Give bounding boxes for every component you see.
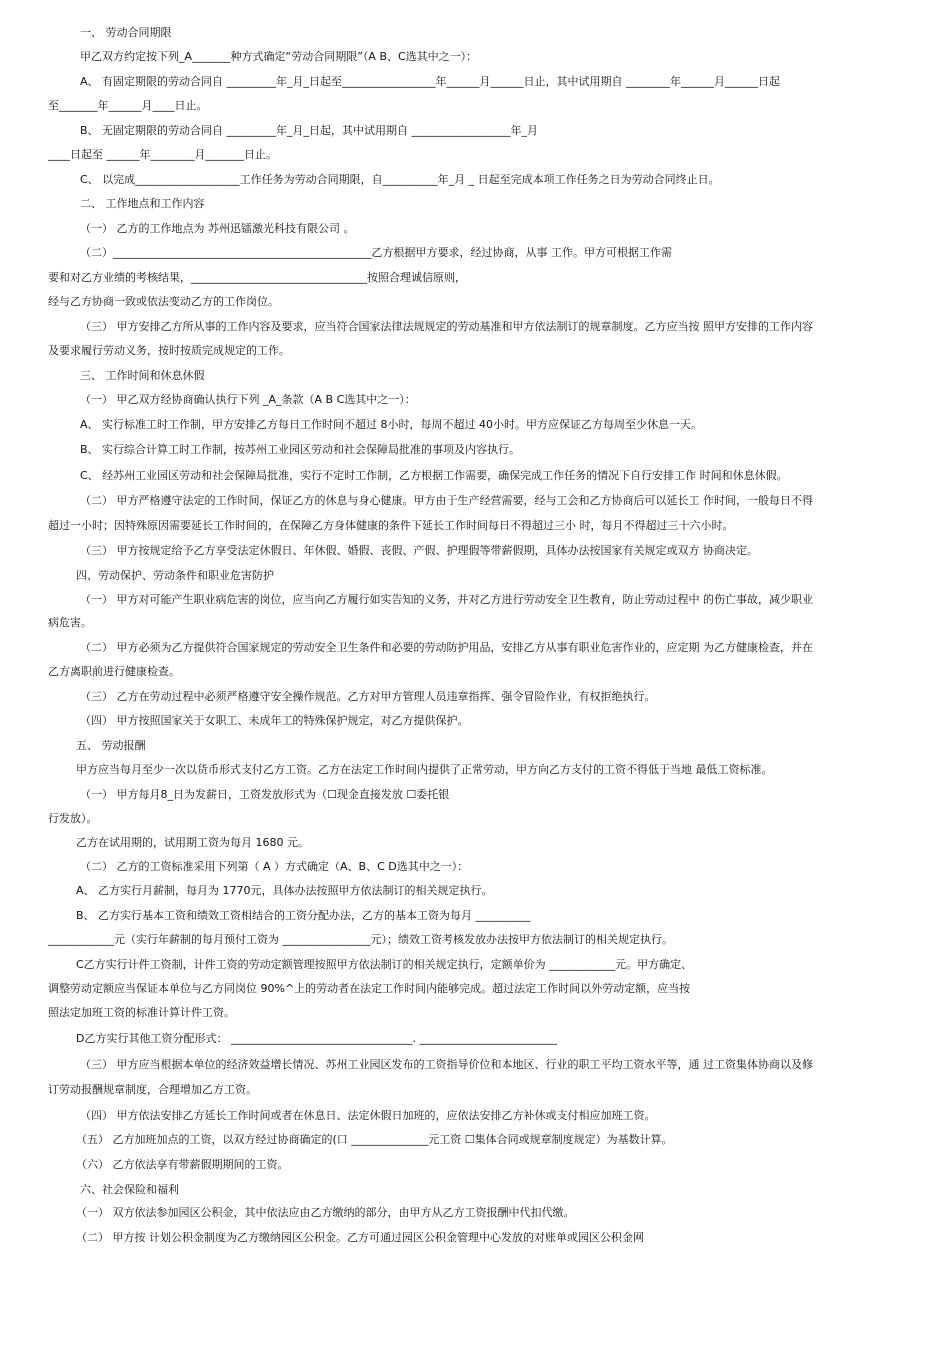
- text-line: 及要求履行劳动义务，按时按质完成规定的工作。: [48, 344, 290, 357]
- section-heading: 六、社会保险和福利: [80, 1183, 179, 1196]
- text-line: ____日起至 ______年________月_______日止。: [48, 148, 277, 161]
- text-line: （五） 乙方加班加点的工资，以双方经过协商确定的(口 ______________元工资 ☐集体合同或规章制度规定）为基数计算。: [76, 1133, 673, 1146]
- text-line: C乙方实行计件工资制，计件工资的劳动定额管理按照甲方依法制订的相关规定执行，定额单价为 ____________元。甲方确定、: [76, 958, 693, 971]
- text-line: （一） 甲方每月8_日为发薪日，工资发放形式为（☐现金直接发放 ☐委托银: [80, 788, 450, 801]
- text-line: （二） 乙方的工资标准采用下列第（ A ）方式确定（A、B、C D选其中之一）：: [80, 860, 469, 873]
- text-line: 病危害。: [48, 616, 92, 629]
- text-line: （一） 甲方对可能产生职业病危害的岗位，应当向乙方履行如实告知的义务，并对乙方进行劳动安全卫生教育，防止劳动过程中 的伤亡事故，减少职业: [80, 593, 813, 606]
- text-line: （一） 乙方的工作地点为 苏州迅镭激光科技有限公司 。: [80, 222, 355, 235]
- text-line: 订劳动报酬规章制度，合理增加乙方工资。: [48, 1083, 257, 1096]
- text-line: （二） 甲方按 计划公积金制度为乙方缴纳园区公积金。乙方可通过园区公积金管理中心发放的对账单或园区公积金网: [76, 1231, 644, 1244]
- text-line: A、 有固定期限的劳动合同自 _________年_月_日起至_________________年______月______日止，其中试用期自 ________年______月______日起: [80, 75, 781, 88]
- section-heading: 三、 工作时间和休息休假: [80, 369, 205, 382]
- text-line: B、 乙方实行基本工资和绩效工资相结合的工资分配办法，乙方的基本工资为每月 __________: [76, 909, 531, 922]
- text-line: （一） 双方依法参加园区公积金，其中依法应由乙方缴纳的部分，由甲方从乙方工资报酬中代扣代缴。: [76, 1206, 575, 1219]
- text-line: 甲方应当每月至少一次以货币形式支付乙方工资。乙方在法定工作时间内提供了正常劳动，甲方向乙方支付的工资不得低于当地 最低工资标准。: [76, 763, 773, 776]
- text-line: 乙方在试用期的，试用期工资为每月 1680 元。: [76, 836, 309, 849]
- text-line: （四） 甲方依法安排乙方延长工作时间或者在休息日、法定休假日加班的，应依法安排乙方补休或支付相应加班工资。: [80, 1109, 656, 1122]
- text-line: ____________元（实行年薪制的每月预付工资为 ________________元）；绩效工资考核发放办法按甲方依法制订的相关规定执行。: [48, 933, 673, 946]
- text-line: C、 经苏州工业园区劳动和社会保障局批准，实行不定时工作制，乙方根据工作需要，确保完成工作任务的情况下自行安排工作 时间和休息休假。: [80, 469, 788, 482]
- section-heading: 四、劳动保护、劳动条件和职业危害防护: [76, 569, 274, 582]
- text-line: 行发放）。: [48, 812, 98, 825]
- text-line: （三） 甲方安排乙方所从事的工作内容及要求，应当符合国家法律法规规定的劳动基准和甲方依法制订的规章制度。乙方应当按 照甲方安排的工作内容: [80, 320, 813, 333]
- text-line: （二） 甲方严格遵守法定的工作时间，保证乙方的休息与身心健康。甲方由于生产经营需要，经与工会和乙方协商后可以延长工 作时间，一般每日不得: [80, 494, 813, 507]
- text-line: （三） 甲方应当根据本单位的经济效益增长情况、苏州工业园区发布的工资指导价位和本地区、行业的职工平均工资水平等，通 过工资集体协商以及修: [80, 1058, 813, 1071]
- text-line: 照法定加班工资的标准计算计件工资。: [48, 1006, 235, 1019]
- section-heading: 五、 劳动报酬: [76, 739, 146, 752]
- text-line: （四） 甲方按照国家关于女职工、未成年工的特殊保护规定，对乙方提供保护。: [80, 714, 469, 727]
- text-line: （三） 乙方在劳动过程中必须严格遵守安全操作规范。乙方对甲方管理人员违章指挥、强令冒险作业，有权拒绝执行。: [80, 690, 656, 703]
- text-line: 乙方离职前进行健康检查。: [48, 665, 180, 678]
- text-line: 至_______年______月____日止。: [48, 99, 208, 112]
- text-line: （三） 甲方按规定给予乙方享受法定休假日、年休假、婚假、丧假、产假、护理假等带薪假期，具体办法按国家有关规定或双方 协商决定。: [80, 544, 758, 557]
- text-line: 调整劳动定额应当保证本单位与乙方同岗位 90%^上的劳动者在法定工作时间内能够完成。超过法定工作时间以外劳动定额，应当按: [48, 982, 691, 995]
- text-line: A、 实行标准工时工作制，甲方安排乙方每日工作时间不超过 8小时，每周不超过 40小时。甲方应保证乙方每周至少休息一天。: [80, 418, 703, 431]
- text-line: （六） 乙方依法享有带薪假期期间的工资。: [76, 1158, 289, 1171]
- text-line: 经与乙方协商一致或依法变动乙方的工作岗位。: [48, 295, 279, 308]
- section-heading: 一、 劳动合同期限: [80, 26, 172, 39]
- section-heading: 二、 工作地点和工作内容: [80, 197, 205, 210]
- text-line: C、 以完成___________________工作任务为劳动合同期限，自__________年_月 _ 日起至完成本项工作任务之日为劳动合同终止日。: [80, 173, 720, 186]
- text-line: （二）_______________________________________________乙方根据甲方要求，经过协商，从事 工作。甲方可根据工作需: [80, 246, 672, 259]
- text-line: 要和对乙方业绩的考核结果，________________________________按照合理诚信原则，: [48, 271, 466, 284]
- text-line: 超过一小时；因特殊原因需要延长工作时间的，在保障乙方身体健康的条件下延长工作时间每日不得超过三小 时，每月不得超过三十六小时。: [48, 519, 734, 532]
- text-line: A、 乙方实行月薪制，每月为 1770元，具体办法按照甲方依法制订的相关规定执行。: [76, 884, 493, 897]
- text-line: B、 实行综合计算工时工作制，按苏州工业园区劳动和社会保障局批准的事项及内容执行。: [80, 443, 521, 456]
- text-line: （二） 甲方必须为乙方提供符合国家规定的劳动安全卫生条件和必要的劳动防护用品，安排乙方从事有职业危害作业的，应定期 为乙方健康检查，并在: [80, 641, 813, 654]
- text-line: B、 无固定期限的劳动合同自 _________年_月_日起，其中试用期自 __________________年_月: [80, 124, 539, 137]
- text-line: （一） 甲乙双方经协商确认执行下列 _A_条款（A B C选其中之一）：: [80, 393, 416, 406]
- text-line: D乙方实行其他工资分配形式： _________________________________. _________________________: [76, 1032, 557, 1045]
- text-line: 甲乙双方约定按下列_A_______种方式确定“劳动合同期限”（A B、C选其中之一）：: [80, 50, 478, 63]
